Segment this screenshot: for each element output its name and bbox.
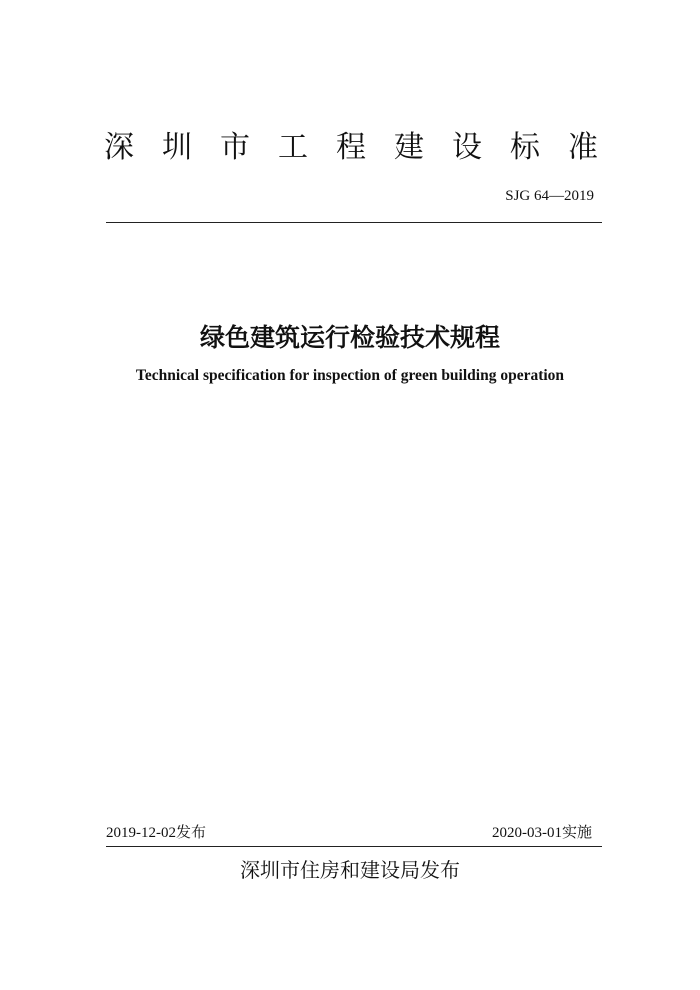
implementation-date: 2020-03-01实施 xyxy=(492,825,592,841)
title-char: 圳 xyxy=(162,130,192,165)
standard-code: SJG 64—2019 xyxy=(505,188,594,204)
publisher: 深圳市住房和建设局发布 xyxy=(240,858,460,882)
standard-category-title xyxy=(104,126,598,170)
footer-divider xyxy=(106,846,602,847)
title-char: 设 xyxy=(452,130,482,165)
document-title: 绿色建筑运行检验技术规程 xyxy=(199,323,500,352)
header-divider xyxy=(106,222,602,223)
issue-date: 2019-12-02发布 xyxy=(106,825,206,841)
title-char: 市 xyxy=(220,130,250,165)
title-char: 程 xyxy=(336,130,366,165)
document-subtitle-english: Technical specification for inspection of green building operation xyxy=(135,367,565,384)
title-char: 准 xyxy=(568,130,598,165)
title-char: 深 xyxy=(104,130,134,165)
title-char: 工 xyxy=(278,130,308,165)
title-char: 建 xyxy=(394,130,424,165)
title-char: 标 xyxy=(510,130,540,165)
